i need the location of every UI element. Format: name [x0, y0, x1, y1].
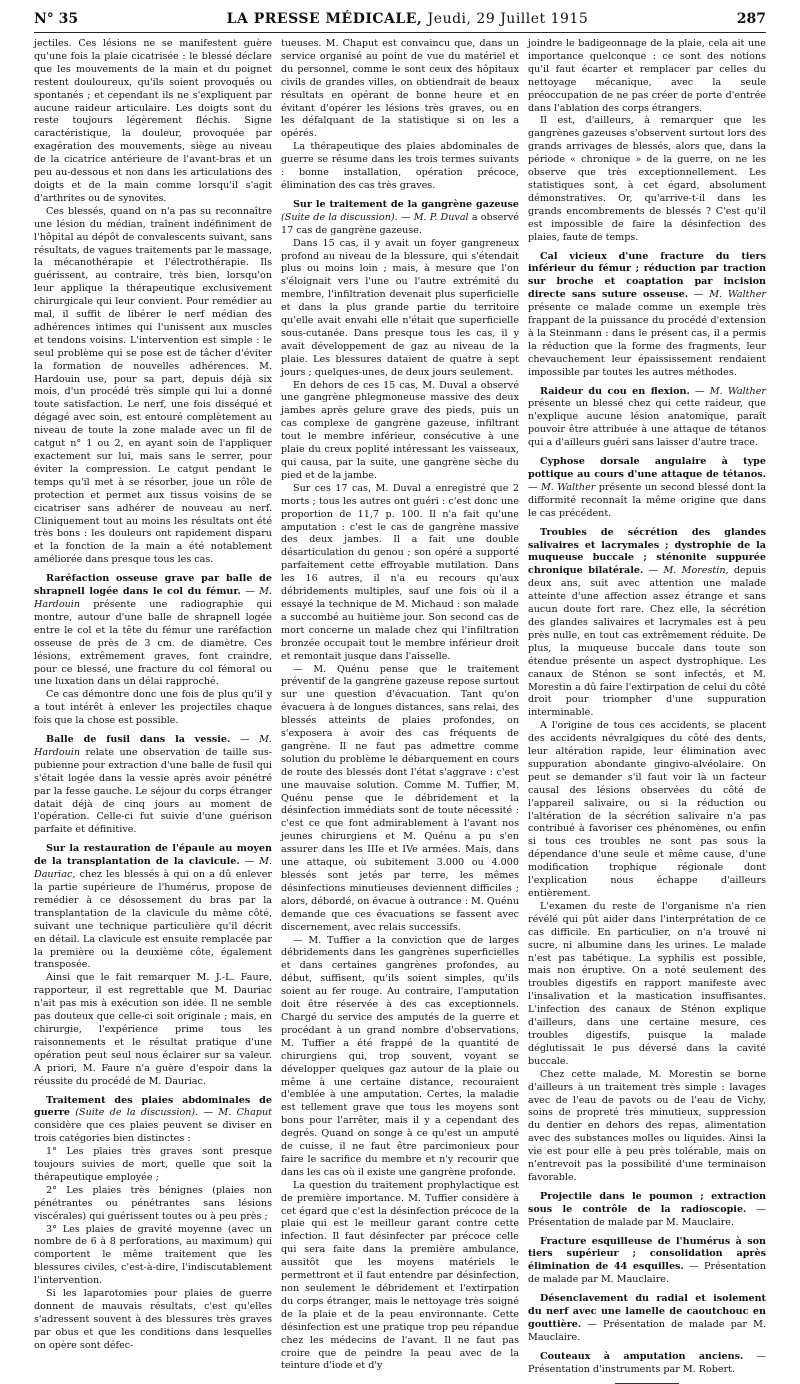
paragraph: présente une radiographie qui montre, autour d'une balle de shrapnell logée entre le col et la tête du fémur une raréfaction osseuse de près de 3 cm. de diamètre. Ces lésions, extrêmement graves, font craindre, pour ce blessé, une fracture du col fémoral ou une luxation dans un délai rapproché. [34, 598, 272, 688]
article-columns [34, 38, 766, 1375]
list-item: 3° Les plaies de gravité moyenne (avec un nombre de 6 à 8 perforations, au maximum) qui comportent le même traitement que les blessures civiles, c'est-à-dire, l'indiscutablement l'intervention. [34, 1223, 272, 1287]
section-heading: Balle de fusil dans la vessie. [46, 734, 231, 746]
section-author: — M. Dauriac, [34, 856, 272, 881]
paragraph: joindre le badigeonnage de la plaie, cela ait une importance quelconque : ce sont des notions qu'il faut écarter et remplacer par celles du nettoyage mécanique, avec la seule préoccupation de ne pas créer de porte d'entrée dans l'ablation des corps étrangers. [528, 38, 766, 114]
section-heading: Sur le traitement de la gangrène gazeuse [293, 198, 519, 210]
paragraph: L'examen du reste de l'organisme n'a rien révélé qui pût aider dans l'interprétation de ce cas difficile. En particulier, on n'a trouvé ni sucre, ni albumine dans les urines. Le malade n'est pas tabétique. La syphilis est possible, mais non éruptive. On a noté seulement des troubles digestifs en rapport manifeste avec l'insalivation et la mastication insuffisantes. L'infection des canaux de Sténon explique d'ailleurs, dans une certaine mesure, ces troubles digestifs, puisque la malade déglutissait le pus déversé dans la cavité buccale. [528, 900, 766, 1067]
section [528, 386, 766, 451]
section-author: — M. Chaput [203, 1107, 272, 1119]
paragraph: présente un second blessé dont la difformité reconnaît la même origine que dans le cas précédent. [528, 481, 766, 519]
section-author: — M. Walther [528, 481, 596, 493]
column-3 [528, 38, 766, 1375]
paragraph: présente ce malade comme un exemple très frappant de la puissance du procédé d'extension à la Steinmann : dans le présent cas, il a permis la réduction que la forme des fragments, leur chevauchement leur épaississement rendaient impossible par toutes les autres méthodes. [528, 302, 766, 378]
page-header [34, 6, 766, 33]
paragraph: Dans 15 cas, il y avait un foyer gangreneux profond au niveau de la blessure, qui s'étendait plus ou moins loin ; mais, à mesure que l'on s'éloignait vers l'une ou l'autre extrémité du membre, l'infiltration devenait plus superficielle et dans la plus grande partie du territoire qu'elle avait envahi elle n'était que superficielle sous-cutanée. Dans presque tous les cas, il y avait développement de gaz au niveau de la plaie. Les blessures dataient de quatre à sept jours ; quelques-unes, de deux jours seulement. [281, 237, 519, 378]
journal-date: Jeudi, 29 Juillet 1915 [427, 11, 589, 27]
paragraph: La thérapeutique des plaies abdominales de guerre se résume dans les trois termes suivants : bonne installation, opération précoce, élimination des cas très graves. [281, 141, 519, 191]
section-author: — M. Hardouin [34, 734, 272, 758]
section [34, 734, 272, 837]
paragraph: — M. Quénu pense que le traitement préventif de la gangrène gazeuse repose surtout sur une question d'évacuation. Tant qu'on évacuera à de longues distances, sans relai, des blessés atteints de plaies profondes, on s'exposera à avoir des cas fréquents de gangrène. Il ne faut pas admettre comme solution du problème le débarquement en cours de route des blessés dont l'état s'aggrave : c'est une mauvaise solution. Comme M. Tuffier, M. Quénu pense que le débridement et la désinfection immédiats sont de toute nécessité : c'est ce que font admirablement à l'avant nos jeunes chirurgiens et M. Quénu a pu s'en assurer dans les IIIe et IVe armées. Mais, dans une attaque, où subitement 3.000 ou 4.000 blessés sont jetés par terre, les mêmes désinfections minutieuses deviennent difficiles ; alors, débordé, on évacue à outrance : M. Quénu demande que ces évacuations se fassent avec discernement, avec relais successifs. [281, 663, 519, 933]
section-subtitle: (Suite de la discussion). [75, 1107, 199, 1119]
section-heading: Cyphose dorsale angulaire à type pottique au cours d'une attaque de tétanos. [528, 456, 766, 480]
section-heading: Fracture esquilleuse de l'humérus à son tiers supérieur ; consolidation après élimination de 44 esquilles. [528, 1235, 766, 1273]
section [34, 573, 272, 689]
section-author: — M. Hardouin [34, 586, 272, 610]
column-2 [281, 38, 519, 1372]
paragraph: Ainsi que le fait remarquer M. J.-L. Faure, rapporteur, il est regrettable que M. Dauriac n'ait pas mis à exécution son idée. Il ne semble pas douteux que celle-ci soit originale ; mais, en chirurgie, l'expérience prime tous les raisonnements et le résultat pratique d'une opération peut seul nous éclairer sur sa valeur. A priori, M. Faure n'a guère d'espoir dans la réussite du procédé de M. Dauriac. [34, 972, 272, 1087]
paragraph: depuis deux ans, suit avec attention une malade atteinte d'une affection assez étrange et sans aucun doute fort rare. Chez elle, la sécrétion des glandes salivaires et lacrymales est à peu près nulle, en tout cas extrêmement réduite. De plus, la muqueuse buccale dans toute son étendue présente un aspect dystrophique. Les canaux de Sténon se sont infectés, et M. Morestin a dû faire l'extirpation de celui du côté droit pour triompher d'une suppuration interminable. [528, 565, 766, 719]
list-item: 2° Les plaies très bénignes (plaies non pénétrantes ou pénétrantes sans lésions viscérales) qui guérissent toutes ou à peu près ; [34, 1184, 272, 1222]
section [528, 1293, 766, 1345]
journal-title-line [227, 11, 589, 27]
presentation-note: — Présentation de malade par M. Mauclaire. [528, 1203, 766, 1228]
section [528, 456, 766, 521]
journal-title: LA PRESSE MÉDICALE, [226, 11, 423, 27]
paragraph: chez les blessés à qui on a dû enlever la partie supérieure de l'humérus, propose de remédier à ce désossement du bras par la transplantation de la clavicule du même côté, suivant une technique particulière qu'il décrit en détail. La clavicule est ensuite remplacée par la première ou la deuxième côte, également transposée. [34, 869, 272, 971]
paragraph: tueuses. M. Chaput est convaincu que, dans un service organisé au point de vue du matériel et du personnel, comme le sont ceux des hôpitaux civils de grandes villes, on obtiendrait de beaux résultats en opérant de bonne heure et en évitant d'opérer les lésions très graves, ou en les défalquant de la statistique si on les a opérés. [281, 38, 519, 140]
section-heading: Projectile dans le poumon ; extraction sous le contrôle de la radioscopie. [528, 1190, 766, 1215]
list-item: 1° Les plaies très graves sont presque toujours suivies de mort, quelle que soit la thérapeutique employée ; [34, 1146, 272, 1183]
issue-number: N° 35 [34, 11, 79, 27]
section [528, 1351, 766, 1377]
section [528, 251, 766, 380]
paragraph: Si les laparotomies pour plaies de guerre donnent de mauvais résultats, c'est qu'elles s'adressent souvent à des blessures très graves par obus et que les conditions dans lesquelles on opère sont défec- [34, 1288, 272, 1351]
section-heading: Couteaux à amputation anciens. [540, 1350, 744, 1362]
presentation-note: — Présentation de malade par M. Mauclaire. [528, 1319, 766, 1343]
column-1 [34, 38, 272, 1351]
paragraph: En dehors de ces 15 cas, M. Duval a observé une gangrène phlegmoneuse massive des deux jambes après gelure grave des pieds, puis un cas complexe de gangrène gazeuse, infiltrant tout le membre inférieur, consécutive à une plaie du creux poplité intéressant les vaisseaux, qui causa, par la suite, une gangrène sèche du pied et de la jambe. [281, 379, 519, 481]
section-heading: Troubles de sécrétion des glandes salivaires et lacrymales ; dystrophie de la muqueuse buccale ; sténonite suppurée chronique bilatérale. [528, 526, 766, 577]
section-heading: Cal vicieux d'une fracture du tiers inférieur du fémur ; réduction par traction sur broche et coaptation par incision directe sans suture osseuse. [528, 250, 766, 301]
paragraph: — M. Tuffier a la conviction que de larges débridements dans les gangrènes superficielles et dans certaines gangrènes profondes, au début, suffisent, qu'ils soient simples, qu'ils soient au fer rouge. Au contraire, l'amputation doit être réservée à des cas exceptionnels. Chargé du service des amputés de la guerre et procédant à un grand nombre d'observations, M. Tuffier a été frappé de la quantité de chirurgiens qui, trop souvent, voyant se développer quelques gaz autour de la plaie ou même à une certaine distance, recouraient d'emblée à une amputation. Certes, la maladie est tellement grave que tous les moyens sont bons pour l'arrêter, mais il y a cependant des degrés. Quand on songe à ce qu'est un amputé de cuisse, il ne faut être parcimonieux pour faire le sacrifice du membre et n'y recourir que dans les cas où il existe une gangrène profonde. [281, 934, 519, 1178]
section [281, 199, 519, 238]
presentation-note: — Présentation d'instruments par M. Robert. [528, 1350, 766, 1375]
end-divider [615, 1383, 679, 1384]
section-heading: Raréfaction osseuse grave par balle de shrapnell logée dans le col du fémur. [34, 573, 272, 598]
section-heading: Sur la restauration de l'épaule au moyen de la transplantation de la clavicule. [34, 843, 272, 868]
paragraph: considère que ces plaies peuvent se diviser en trois catégories bien distinctes : [34, 1120, 272, 1145]
page-number: 287 [736, 11, 766, 27]
section [528, 1191, 766, 1230]
paragraph: A l'origine de tous ces accidents, se placent des accidents névralgiques du côté des dents, leur altération rapide, leur élimination avec suppuration abondante gingivo-alvéolaire. On peut se demander s'il faut voir là un facteur causal des lésions observées du côté de l'appareil salivaire, ou si la réduction ou l'altération de la sécrétion salivaire n'a pas contribué à favoriser ces phénomènes, ou enfin si tous ces troubles ne sont pas sous la dépendance d'une seule et même cause, d'une modification trophique régionale dont l'explication nous échappe d'ailleurs entièrement. [528, 720, 766, 899]
paragraph: a observé 17 cas de gangrène gazeuse. [281, 211, 519, 236]
section [528, 1236, 766, 1288]
paragraph: relate une observation de taille sus-pubienne pour extraction d'une balle de fusil qui s'était logée dans la vessie après avoir pénétré par la fesse gauche. Le séjour du corps étranger datait déjà de cinq jours au moment de l'opération. Celle-ci fut suivie d'une guérison parfaite et définitive. [34, 746, 272, 836]
section-heading: Désenclavement du radial et isolement du nerf avec une lamelle de caoutchouc en gouttière. [528, 1293, 766, 1330]
paragraph: Ce cas démontre donc une fois de plus qu'il y a tout intérêt à enlever les projectiles chaque fois que la chose est possible. [34, 689, 272, 727]
section-heading: Traitement des plaies abdominales de guerre [34, 1094, 272, 1119]
section [34, 1095, 272, 1147]
paragraph: Ces blessés, quand on n'a pas su reconnaître une lésion du médian, traînent indéfiniment de l'hôpital au dépôt de convalescents suivant, sans résultats, de vagues traitements par le massage, la mécanothérapie et l'électrothérapie. Ils guérissent, au contraire, très bien, lorsqu'on leur applique la thérapeutique exclusivement chirurgicale qui leur convient. Pour remédier au mal, il suffit de libérer le nerf médian des adhérences intimes qui l'unissent aux muscles et tendons voisins. L'intervention est simple : le seul problème qui se pose est de tâcher d'éviter la formation de nouvelles adhérences. M. Hardouin use, pour sa part, depuis déjà six mois, d'un procédé très simple qui lui a donné toute satisfaction. Le nerf, une fois disséqué et dégagé avec soin, est entouré complètement au niveau de toute la zone malade avec un fil de catgut n° 1 ou 2, en ayant soin de l'appliquer exactement sur lui, mais sans le serrer, pour éviter la compression. Le catgut pendant le temps qu'il met à se résorber, joue un rôle de protection et permet aux tissus voisins de se cicatriser sans adhérer de nouveau au nerf. Cliniquement tout au moins les résultats ont été très bons : les douleurs ont rapidement disparu et la fonction de la main a été notablement améliorée dans presque tous les cas. [34, 205, 272, 566]
section-author: — M. Walther [695, 385, 766, 397]
paragraph: Sur ces 17 cas, M. Duval a enregistré que 2 morts ; tous les autres ont guéri : c'est donc une proportion de 11,7 p. 100. Il n'a fait qu'une amputation : c'est le cas de gangrène massive des deux jambes. Il a fait une double désarticulation du genou ; son opéré a supporté parfaitement cette effroyable mutilation. Dans les 16 autres, il n'a eu recours qu'aux débridements multiples, sauf une fois où il a essayé la technique de M. Michaud : son malade a succombé au huitième jour. Son second cas de mort concerne un malade chez qui l'infiltration bronzée occupait tout le membre inférieur droit et remontait jusque dans l'aisselle. [281, 482, 519, 662]
paragraph: jectiles. Ces lésions ne se manifestent guère qu'une fois la plaie cicatrisée : le blessé déclare que les mouvements de la main et du poignet restent douloureux, qu'ils soient provoqués ou spontanés ; et cependant ils ne s'expliquent par aucune raideur articulaire. Les doigts sont du reste toujours légèrement fléchis. Signe caractéristique, la douleur, provoquée par exagération des mouvements, siège au niveau de la cicatrice antérieure de l'avant-bras et un peu au-dessous et non dans les articulations des doigts et de la main comme lorsqu'il s'agit d'arthrites ou de synovites. [34, 38, 272, 204]
section-author: — M. Morestin, [648, 565, 729, 577]
section [34, 843, 272, 972]
section [528, 527, 766, 721]
paragraph: Il est, d'ailleurs, à remarquer que les gangrènes gazeuses s'observent surtout lors des grands arrivages de blessés, alors que, dans la période « chronique » de la guerre, on ne les observe que très exceptionnellement. Les statistiques sont, à cet égard, absolument démonstratives. Or, qu'arrive-t-il dans les grands encombrements de blessés ? C'est qu'il est impossible de faire la désinfection des plaies, faute de temps. [528, 115, 766, 243]
section-heading: Raideur du cou en flexion. [540, 385, 690, 397]
paragraph: La question du traitement prophylactique est de première importance. M. Tuffier considère à cet égard que c'est la désinfection précoce de la plaie qui est le meilleur garant contre cette infection. Il faut désinfecter par précoce celle qui sera faite dans la première ambulance, aussitôt que les moyens matériels le permettront et il faut entendre par désinfection, non seulement le débridement et l'extirpation du corps étranger, mais le nettoyage très soigné de la plaie et de la peau environnante. Cette désinfection est une pratique trop peu répandue chez les médecins de l'avant. Il ne faut pas croire que de peindre la peau avec de la teinture d'iode et d'y [281, 1179, 519, 1372]
section-subtitle: (Suite de la discussion). [281, 211, 398, 223]
paragraph: présente un blessé chez qui cette raideur, que n'explique aucune lésion anatomique, paraît pouvoir être attribuée à une attaque de tétanos qui a d'ailleurs guéri sans laisser d'autre trace. [528, 398, 766, 449]
section-author: — M. Walther [693, 289, 766, 301]
paragraph: Chez cette malade, M. Morestin se borne d'ailleurs à un traitement très simple : lavages avec de l'eau de pavots ou de l'eau de Vichy, soins de propreté très minutieux, suppression du dentier en dehors des repas, alimentation avec des substances molles ou liquides. Ainsi la vie est pour elle à peu près tolérable, mais on n'entrevoit pas la possibilité d'une terminaison favorable. [528, 1068, 766, 1183]
section-author: — M. P. Duval [400, 211, 469, 223]
presentation-note: — Présentation de malade par M. Mauclaire. [528, 1261, 766, 1286]
